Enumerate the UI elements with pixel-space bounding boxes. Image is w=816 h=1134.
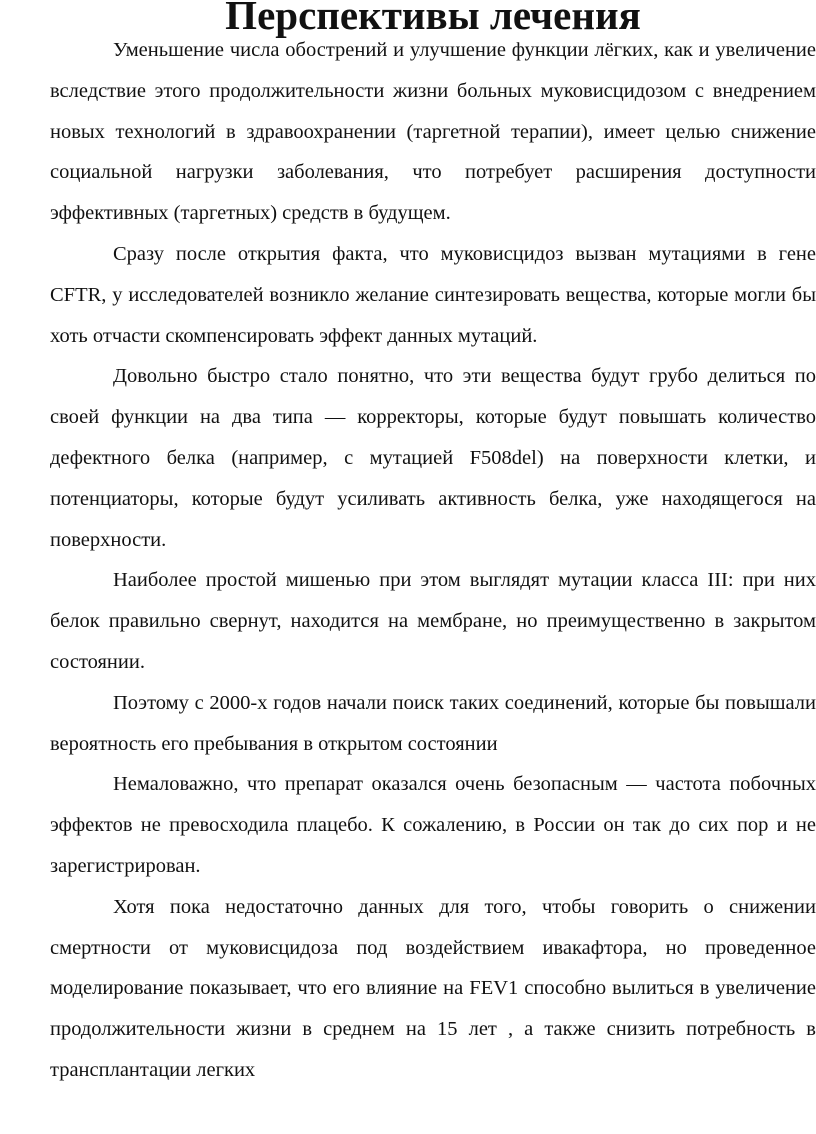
page-title: Перспективы лечения (225, 0, 641, 38)
paragraph: Довольно быстро стало понятно, что эти вещества будут грубо делиться по своей функции на два типа — корректоры, которые будут повышать количество дефектного белка (например, с мутацией F508del) на поверхности клетки, и потенциаторы, которые будут усиливать активность белка, уже находящегося на поверхности. (50, 365, 816, 551)
paragraph: Уменьшение числа обострений и улучшение функции лёгких, как и увеличение вследствие этого продолжительности жизни больных муковисцидозом с внедрением новых технологий в здравоохранении (таргетной терапии), имеет целью снижение социальной нагрузки заболевания, что потребует расширения доступности эффективных (таргетных) средств в будущем. (50, 39, 816, 225)
document-page (50, 0, 816, 1091)
paragraph: Немаловажно, что препарат оказался очень безопасным — частота побочных эффектов не превосходила плацебо. К сожалению, в России он так до сих пор и не зарегистрирован. (50, 773, 816, 877)
paragraph: Поэтому с 2000-х годов начали поиск таких соединений, которые бы повышали вероятность его пребывания в открытом состоянии (50, 691, 816, 755)
paragraph: Сразу после открытия факта, что муковисцидоз вызван мутациями в гене CFTR, у исследователей возникло желание синтезировать вещества, которые могли бы хоть отчасти скомпенсировать эффект данных мутаций. (50, 242, 816, 347)
paragraph: Хотя пока недостаточно данных для того, чтобы говорить о снижении смертности от муковисцидоза под воздействием ивакафтора, но проведенное моделирование показывает, что его влияние на FEV1 способно вылиться в увеличение продолжительности жизни в среднем на 15 лет , а также снизить потребность в трансплантации легких (50, 895, 816, 1081)
paragraph: Наиболее простой мишенью при этом выглядят мутации класса III: при них белок правильно свернут, находится на мембране, но преимущественно в закрытом состоянии. (50, 569, 816, 673)
